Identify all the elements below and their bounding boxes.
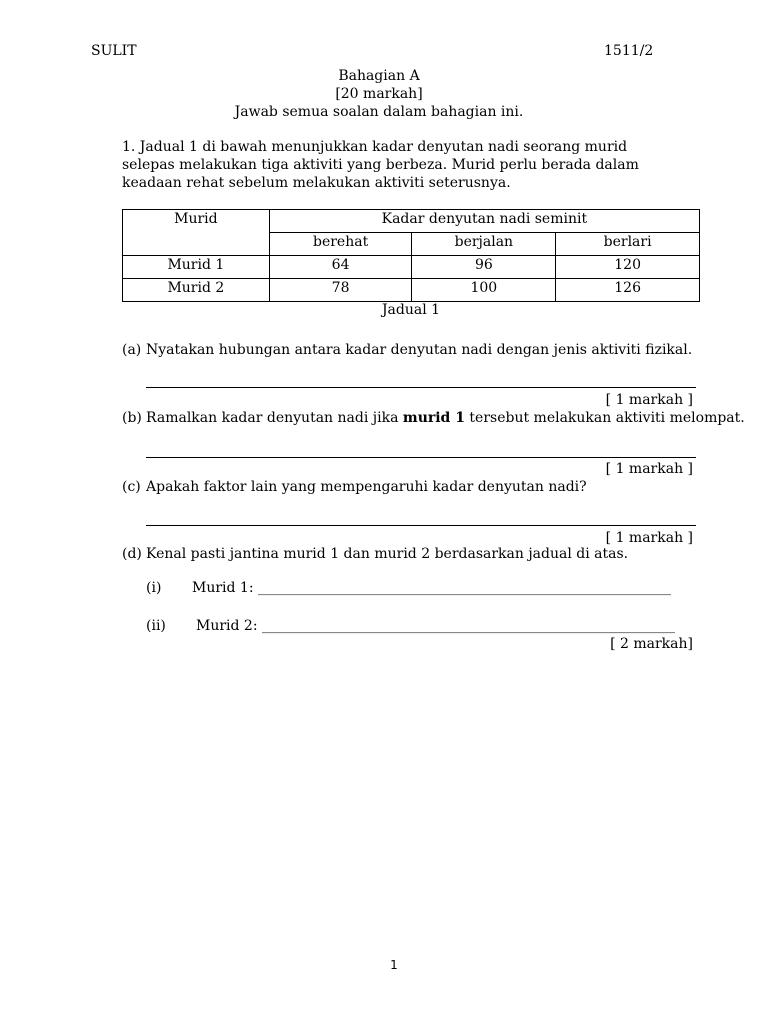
table-row bbox=[123, 256, 700, 279]
part-b-text-after: tersebut melakukan aktiviti melompat. bbox=[464, 410, 745, 426]
part-a-label: (a) bbox=[122, 342, 142, 358]
answer-line-a[interactable] bbox=[146, 387, 696, 388]
table-subheader: berjalan bbox=[412, 233, 556, 256]
part-b-label: (b) bbox=[122, 410, 142, 426]
answer-line-c[interactable] bbox=[146, 525, 696, 526]
table-subheader: berehat bbox=[269, 233, 412, 256]
table-cell: 64 bbox=[269, 256, 412, 279]
table-row bbox=[123, 279, 700, 302]
section-marks: [20 markah] bbox=[335, 86, 423, 102]
table-group-header: Kadar denyutan nadi seminit bbox=[269, 210, 699, 233]
murid-2-answer-field[interactable]: Murid 2: ___________________________________________________________ bbox=[196, 618, 676, 634]
part-a-question: Nyatakan hubungan antara kadar denyutan nadi dengan jenis aktiviti fizikal. bbox=[146, 342, 693, 358]
table-cell: 126 bbox=[556, 279, 700, 302]
part-d-ii-label: (ii) bbox=[146, 618, 166, 634]
part-d-i-label: (i) bbox=[146, 580, 162, 596]
table-cell: 100 bbox=[412, 279, 556, 302]
paper-code: 1511/2 bbox=[604, 43, 654, 59]
part-c-question: Apakah faktor lain yang mempengaruhi kadar denyutan nadi? bbox=[146, 479, 587, 495]
pulse-rate-table bbox=[122, 209, 700, 302]
part-b-text-before: Ramalkan kadar denyutan nadi jika bbox=[146, 410, 403, 426]
part-c-label: (c) bbox=[122, 479, 141, 495]
table-cell: 96 bbox=[412, 256, 556, 279]
table-cell: Murid 1 bbox=[123, 256, 270, 279]
part-c-marks: [ 1 markah ] bbox=[605, 530, 693, 546]
section-instruction: Jawab semua soalan dalam bahagian ini. bbox=[234, 104, 524, 120]
table-header-murid: Murid bbox=[123, 210, 270, 256]
part-d-marks: [ 2 markah] bbox=[610, 636, 693, 652]
part-d-label: (d) bbox=[122, 546, 142, 562]
table-subheader: berlari bbox=[556, 233, 700, 256]
part-b-marks: [ 1 markah ] bbox=[605, 461, 693, 477]
header-sulit: SULIT bbox=[91, 43, 137, 59]
part-b-question bbox=[146, 410, 745, 426]
table-caption: Jadual 1 bbox=[381, 302, 441, 318]
section-title: Bahagian A bbox=[338, 68, 420, 84]
table-cell: Murid 2 bbox=[123, 279, 270, 302]
part-b-text-bold: murid 1 bbox=[402, 410, 465, 426]
table-cell: 78 bbox=[269, 279, 412, 302]
table-cell: 120 bbox=[556, 256, 700, 279]
page-number: 1 bbox=[390, 958, 398, 972]
answer-line-b[interactable] bbox=[146, 457, 696, 458]
question-intro: 1. Jadual 1 di bawah menunjukkan kadar denyutan nadi seorang murid selepas melakukan tiga aktiviti yang berbeza. Murid perlu berada dalam keadaan rehat sebelum melakukan aktiviti seterusnya. bbox=[122, 139, 639, 191]
part-d-question: Kenal pasti jantina murid 1 dan murid 2 berdasarkan jadual di atas. bbox=[146, 546, 629, 562]
part-a-marks: [ 1 markah ] bbox=[605, 392, 693, 408]
murid-1-answer-field[interactable]: Murid 1: ___________________________________________________________ bbox=[192, 580, 672, 596]
